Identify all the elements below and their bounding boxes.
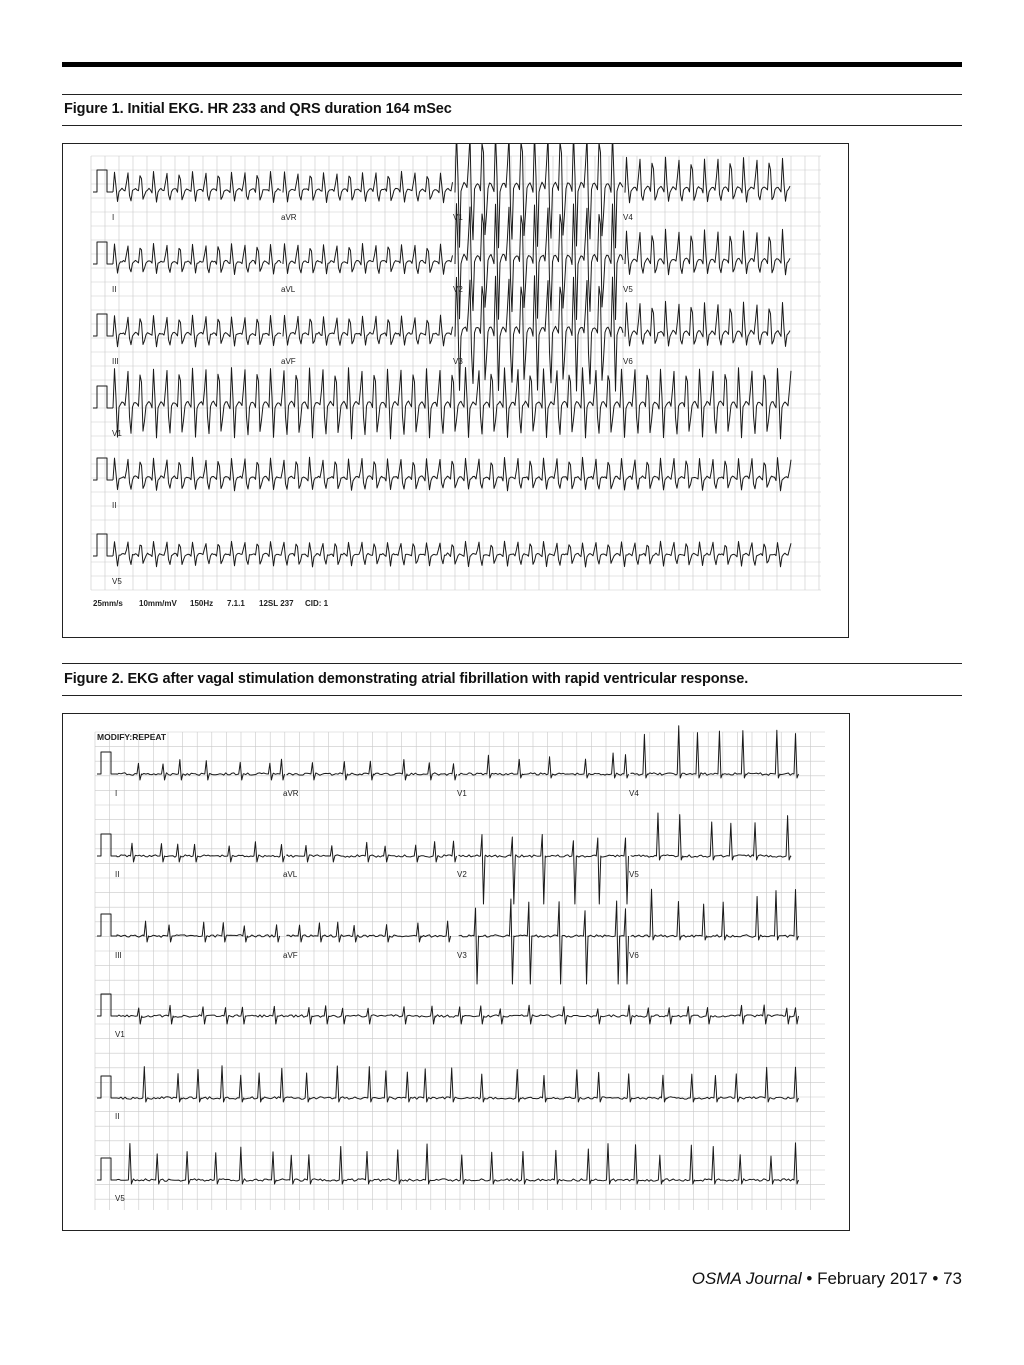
lead-label-v2: V2 (453, 285, 463, 294)
lead-trace (459, 753, 629, 778)
footer-journal: OSMA Journal (691, 1269, 802, 1288)
figure2-caption-rule-bottom (62, 695, 962, 696)
top-rule (62, 62, 962, 67)
lead-label-i: I (112, 213, 115, 222)
rhythm-trace (113, 368, 791, 439)
calibration-pulse (97, 994, 117, 1016)
lead-trace (117, 842, 285, 862)
lead-trace (287, 921, 451, 942)
rhythm-label-ii: II (115, 1112, 120, 1121)
rhythm-label-ii: II (112, 501, 117, 510)
lead-label-v2: V2 (457, 870, 467, 879)
ekg-header: MODIFY:REPEAT (97, 732, 167, 742)
lead-label-v3: V3 (457, 951, 467, 960)
calibration-pulse (97, 834, 117, 856)
lead-label-avf: aVF (281, 357, 296, 366)
lead-label-iii: III (112, 357, 119, 366)
figure2-caption-rule-top (62, 663, 962, 664)
figure2-ekg (62, 713, 850, 1231)
page-footer (692, 1269, 962, 1289)
lead-trace (117, 921, 280, 942)
figure1-caption-rule-top (62, 94, 962, 95)
rhythm-label-v1: V1 (115, 1030, 125, 1039)
rhythm-label-v5: V5 (115, 1194, 125, 1203)
lead-trace (625, 157, 790, 203)
lead-label-avl: aVL (283, 870, 298, 879)
calibration-pulse (93, 386, 113, 408)
lead-label-v3: V3 (453, 357, 463, 366)
lead-trace (113, 315, 281, 347)
lead-label-v5: V5 (623, 285, 633, 294)
lead-trace (459, 899, 629, 984)
ekg-grid (95, 732, 825, 1210)
lead-label-v1: V1 (457, 789, 467, 798)
calibration-pulse (93, 458, 113, 480)
ekg-traces (97, 726, 799, 1184)
setting-speed: 25mm/s (93, 599, 123, 608)
footer-separator-2: • (932, 1269, 939, 1288)
rhythm-trace (117, 1005, 799, 1024)
lead-label-avl: aVL (281, 285, 296, 294)
lead-label-v6: V6 (623, 357, 633, 366)
figure1-ekg (62, 143, 849, 638)
lead-label-v4: V4 (629, 789, 639, 798)
ekg-settings (93, 599, 329, 608)
rhythm-label-v1: V1 (112, 429, 122, 438)
rhythm-trace (113, 457, 791, 491)
figure1-caption-rule-bottom (62, 125, 962, 126)
lead-label-avf: aVF (283, 951, 298, 960)
lead-label-ii: II (115, 870, 120, 879)
lead-label-v4: V4 (623, 213, 633, 222)
lead-label-i: I (115, 789, 118, 798)
footer-page: 73 (943, 1269, 962, 1288)
calibration-pulse (97, 1158, 117, 1180)
footer-separator-1: • (806, 1269, 813, 1288)
lead-trace (631, 889, 799, 940)
rhythm-label-v5: V5 (112, 577, 122, 586)
figure1-caption: Figure 1. Initial EKG. HR 233 and QRS duration 164 mSec (64, 101, 452, 117)
setting-version: 7.1.1 (227, 599, 245, 608)
calibration-pulse (93, 534, 113, 556)
lead-label-avr: aVR (281, 213, 297, 222)
calibration-pulse (97, 914, 117, 936)
calibration-pulse (93, 242, 113, 264)
lead-label-v6: V6 (629, 951, 639, 960)
calibration-pulse (93, 314, 113, 336)
lead-trace (117, 759, 285, 780)
calibration-pulse (97, 752, 117, 774)
lead-label-v1: V1 (453, 213, 463, 222)
setting-filter: 150Hz (190, 599, 214, 608)
lead-label-iii: III (115, 951, 122, 960)
calibration-pulse (93, 170, 113, 192)
lead-trace (113, 244, 281, 275)
figure1-ekg-tracing (63, 144, 848, 637)
lead-label-v5: V5 (629, 870, 639, 879)
rhythm-trace (117, 1143, 799, 1184)
figure2-ekg-tracing (63, 714, 849, 1230)
lead-trace (459, 834, 629, 904)
lead-trace (631, 726, 799, 778)
figure2-caption: Figure 2. EKG after vagal stimulation demonstrating atrial fibrillation with rapid ventricular response. (64, 671, 749, 687)
rhythm-trace (113, 541, 791, 567)
lead-label-ii: II (112, 285, 117, 294)
setting-cid: CID: 1 (305, 599, 329, 608)
rhythm-trace (117, 1066, 799, 1102)
lead-trace (631, 813, 791, 860)
setting-gain: 10mm/mV (139, 599, 177, 608)
setting-program: 12SL 237 (259, 599, 294, 608)
footer-issue: February 2017 (817, 1269, 928, 1288)
ekg-traces (93, 144, 791, 567)
calibration-pulse (97, 1076, 117, 1098)
lead-label-avr: aVR (283, 789, 299, 798)
